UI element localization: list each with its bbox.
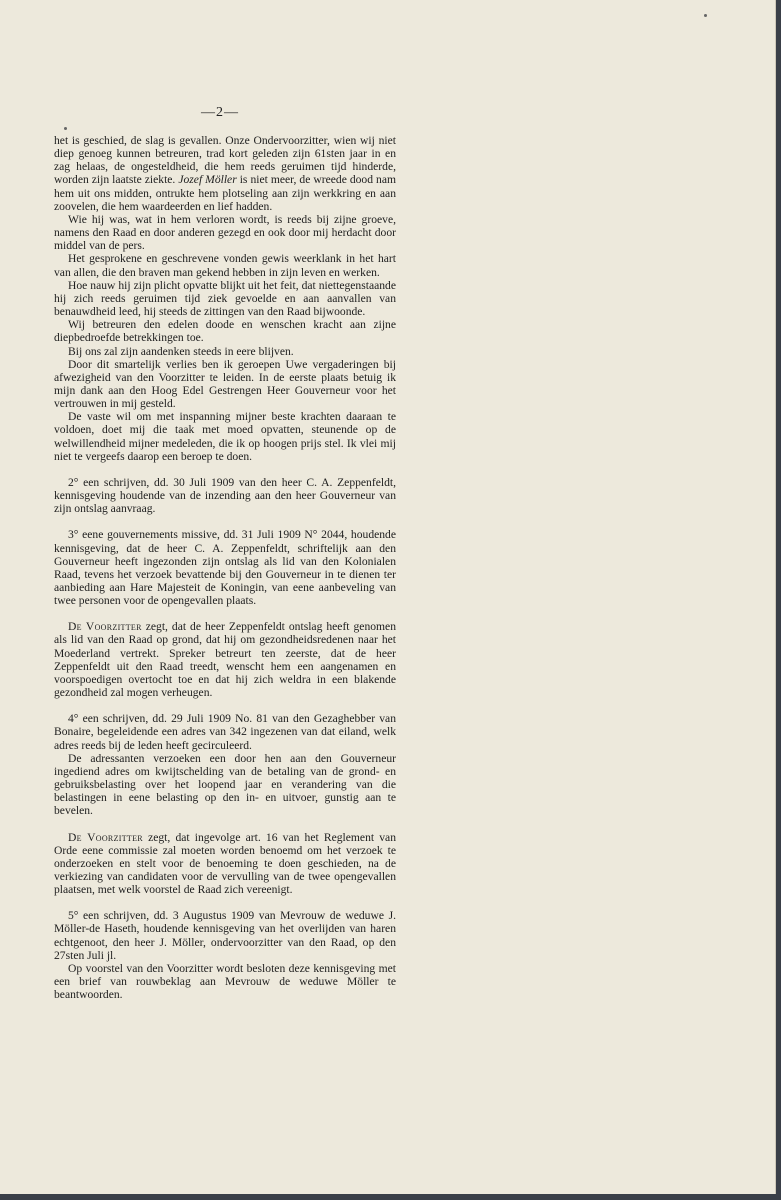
agenda-item-4-request: De adressanten verzoeken een door hen aan den Gouverneur ingediend adres om kwijtschelding van de betaling van de grond- en gebruiksbelasting over het loopend jaar en verandering van die belastingen in eene belasting op den in- en uitvoer, gunstig aan te bevelen. — [54, 751, 396, 818]
speaker-label: De Voorzitter — [68, 830, 143, 844]
name-josef-moller: Jozef Möller — [178, 173, 237, 187]
chairman-statement-1: De Voorzitter zegt, dat de heer Zeppenfeldt ontslag heeft genomen als lid van den Raad op grond, dat hij om gezondheidsredenen naar het Moederland vertrekt. Spreker betreurt ten zeerste, dat de heer Zeppenfeldt uit den Raad treedt, wenscht hem een aangenamen en voorspoedigen overtocht toe en dat hij zich weldra in een blakende gezondheid zal mogen verheugen. — [54, 620, 396, 700]
paragraph-will: De vaste wil om met inspanning mijner beste krachten daaraan te voldoen, doet mij die taak met moed opvatten, steunende op de welwillendheid mijner medeleden, die ik op hoogen prijs stel. Ik vlei mij niet te vergeefs daarop een beroep te doen. — [54, 410, 396, 463]
paragraph-mourn: Wij betreuren den edelen doode en wenschen kracht aan zijne diepbedroefde betrekkingen toe. — [54, 318, 396, 345]
agenda-item-5: 5° een schrijven, dd. 3 Augustus 1909 van Mevrouw de weduwe J. Möller-de Haseth, houdende kennisgeving van het overlijden van haren echtgenoot, den heer J. Möller, ondervoorzitter van den Raad, op den 27sten Juli jl. — [54, 909, 396, 962]
ink-speck — [64, 127, 67, 130]
paragraph-memory: Bij ons zal zijn aandenken steeds in eere blijven. — [68, 344, 294, 358]
ink-speck — [704, 14, 707, 17]
chairman-statement-2: De Voorzitter zegt, dat ingevolge art. 16 van het Reglement van Orde eene commissie zal moeten worden benoemd om het verzoek te onderzoeken en stelt voor de benoeming te doen geschieden, na de verkiezing van candidaten voor de vervulling van de twee opengevallen plaatsen, met welk voorstel de Raad zich vereenigt. — [54, 830, 396, 897]
paragraph-duty: Hoe nauw hij zijn plicht opvatte blijkt uit het feit, dat niettegenstaande hij zich reeds geruimen tijd ziek gevoelde en aan aanvallen van benauwdheid leed, hij steeds de zittingen van den Raad bijwoonde. — [54, 278, 396, 319]
agenda-item-4: 4° een schrijven, dd. 29 Juli 1909 No. 81 van den Gezaghebber van Bonaire, begeleidende een adres van 342 ingezenen van dat eiland, welk adres reeds bij de leden heeft gecirculeerd. — [54, 712, 396, 752]
speaker-label: De Voorzitter — [68, 620, 142, 634]
document-body — [54, 134, 396, 1001]
paragraph-tribute: het is geschied, de slag is gevallen. Onze Ondervoorzitter, wien wij niet diep genoeg kunnen betreuren, trad kort geleden zijn 61sten jaar in en zag helaas, de ongesteldheid, die hem reeds geruimen tijd hinderde, worden zijn laatste ziekte. Jozef Möller is niet meer, de wreede dood nam hem uit ons midden, ontrukte hem plotseling aan zijn werkkring en aan zoovelen, die hem waardeerden en lief hadden. — [54, 134, 396, 213]
paragraph-called: Door dit smartelijk verlies ben ik geroepen Uwe vergaderingen bij afwezigheid van den Voorzitter te leiden. In de eerste plaats betuig ik mijn dank aan den Hoog Edel Gestrengen Heer Gouverneur voor het vertrouwen in mij gesteld. — [54, 357, 396, 411]
paragraph-spoken: Het gesprokene en geschrevene vonden gewis weerklank in het hart van allen, die den braven man gekend hebben in zijn leven en werken. — [54, 252, 396, 279]
paragraph-who: Wie hij was, wat in hem verloren wordt, is reeds bij zijne groeve, namens den Raad en door anderen gezegd en ook door mij herdacht door middel van de pers. — [54, 212, 396, 253]
page-number: —2— — [201, 105, 239, 120]
agenda-item-3: 3° eene gouvernements missive, dd. 31 Juli 1909 N° 2044, houdende kennisgeving, dat de heer C. A. Zeppenfeldt, schriftelijk aan den Gouverneur heeft ingezonden zijn ontslag als lid van den Kolonialen Raad, tevens het verzoek bevattende bij den Gouverneur in te dienen ter aanbieding aan Hare Majesteit de Koningin, van eene aanbeveling van twee personen voor de opengevallen plaats. — [54, 528, 396, 608]
agenda-item-2: 2° een schrijven, dd. 30 Juli 1909 van den heer C. A. Zeppenfeldt, kennisgeving houdende van de inzending aan den heer Gouverneur van zijn ontslag aanvraag. — [54, 475, 396, 516]
agenda-item-5-decision: Op voorstel van den Voorzitter wordt besloten deze kennisgeving met een brief van rouwbeklag aan Mevrouw de weduwe Möller te beantwoorden. — [54, 961, 396, 1002]
